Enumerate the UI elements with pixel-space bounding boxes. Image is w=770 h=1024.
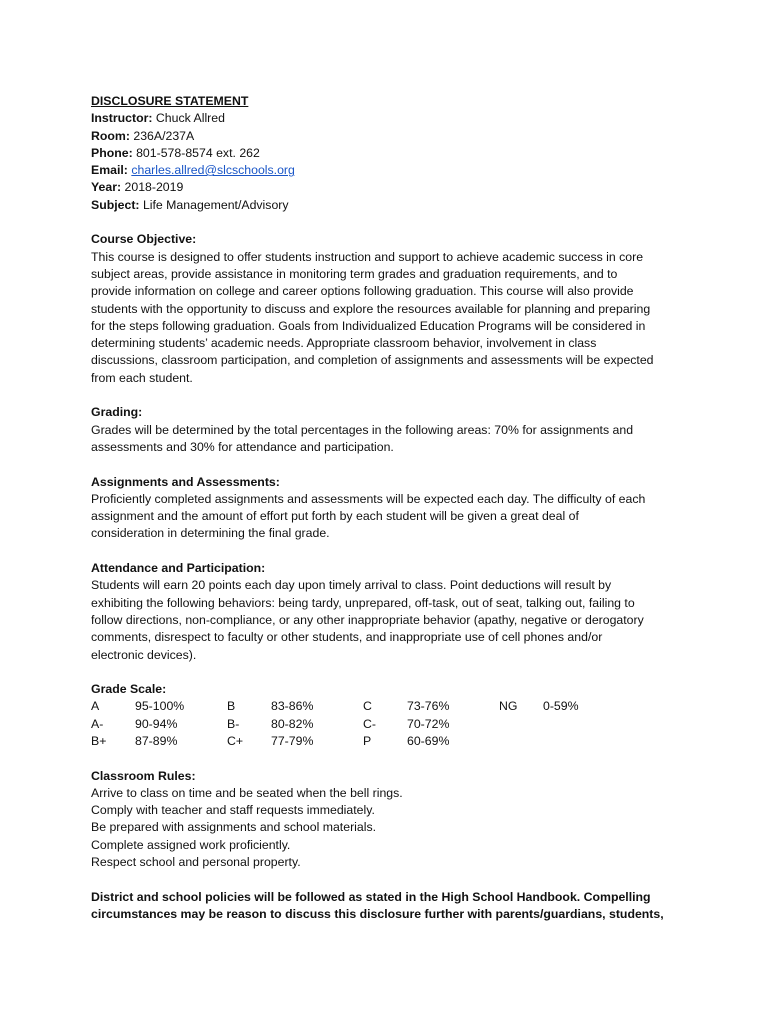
attendance-line: electronic devices). [91, 647, 197, 662]
email-label: Email: [91, 163, 128, 178]
grade-letter: A- [91, 716, 104, 731]
grade-scale-row [91, 733, 635, 750]
phone-field [91, 145, 691, 162]
assignments-line: assignment and the amount of effort put forth by each student will be given a great deal of [91, 509, 579, 524]
grade-scale-row [91, 698, 635, 715]
grading-line: Grades will be determined by the total percentages in the following areas: 70% for assignments and [91, 422, 634, 437]
grade-range: 87-89% [135, 733, 178, 748]
room-field [91, 128, 691, 145]
grading-section [91, 404, 691, 456]
course-objective-line: students with the opportunity to discuss and explore the resources available for planning and preparing [91, 301, 651, 316]
course-objective-title: Course Objective: [91, 232, 197, 247]
phone-label: Phone: [91, 145, 133, 160]
grade-letter: B [227, 699, 236, 714]
grade-letter: P [363, 733, 372, 748]
attendance-section [91, 560, 691, 664]
assignments-title: Assignments and Assessments: [91, 474, 280, 489]
attendance-line: follow directions, non-compliance, or any other inappropriate behavior (apathy, negative or derogatory [91, 612, 644, 627]
grade-scale-title: Grade Scale: [91, 682, 167, 697]
grade-range: 60-69% [407, 733, 450, 748]
closing-line: District and school policies will be followed as stated in the High School Handbook. Compelling [91, 889, 651, 904]
grade-letter: A [91, 699, 100, 714]
attendance-title: Attendance and Participation: [91, 561, 266, 576]
email-field [91, 162, 691, 179]
grade-range: 0-59% [543, 699, 579, 714]
instructor-label: Instructor: [91, 111, 153, 126]
course-objective-line: for the steps following graduation. Goals from Individualized Education Programs will be considered in [91, 318, 646, 333]
classroom-rule: Comply with teacher and staff requests immediately. [91, 803, 375, 818]
assignments-line: consideration in determining the final grade. [91, 526, 330, 541]
grade-range: 95-100% [135, 699, 185, 714]
grade-range: 73-76% [407, 699, 450, 714]
classroom-rules-section [91, 768, 691, 872]
course-objective-line: determining students’ academic needs. Appropriate classroom behavior, involvement in class [91, 336, 597, 351]
subject-label: Subject: [91, 197, 140, 212]
attendance-line: comments, disrespect to faculty or other students, and inappropriate use of cell phones and/or [91, 630, 603, 645]
grade-letter: C- [363, 716, 376, 731]
year-label: Year: [91, 180, 122, 195]
grade-range: 90-94% [135, 716, 178, 731]
email-link[interactable]: charles.allred@slcschools.org [131, 163, 295, 178]
grade-scale-section [91, 681, 691, 750]
assignments-section [91, 474, 691, 543]
assignments-line: Proficiently completed assignments and assessments will be expected each day. The difficulty of each [91, 491, 646, 506]
subject-field [91, 197, 691, 214]
grading-line: assessments and 30% for attendance and participation. [91, 439, 394, 454]
course-objective-line: provide information on college and career options following graduation. This course will also provide [91, 284, 634, 299]
course-objective-line: from each student. [91, 370, 193, 385]
grade-range: 77-79% [271, 733, 314, 748]
grade-letter: B- [227, 716, 240, 731]
disclosure-document [91, 93, 691, 923]
room-label: Room: [91, 128, 130, 143]
attendance-line: exhibiting the following behaviors: being tardy, unprepared, off-task, out of seat, talking out, failing to [91, 595, 635, 610]
closing-line: circumstances may be reason to discuss this disclosure further with parents/guardians, students, [91, 906, 664, 921]
classroom-rule: Arrive to class on time and be seated when the bell rings. [91, 785, 403, 800]
closing-statement [91, 889, 691, 924]
course-objective-section [91, 231, 691, 387]
grade-range: 70-72% [407, 716, 450, 731]
course-objective-line: subject areas, provide assistance in monitoring term grades and graduation requirements, and to [91, 266, 618, 281]
grade-scale-row [91, 716, 635, 733]
document-heading: DISCLOSURE STATEMENT [91, 94, 249, 108]
classroom-rule: Complete assigned work proficiently. [91, 837, 291, 852]
course-objective-line: discussions, classroom participation, and completion of assignments and assessments will be expected [91, 353, 654, 368]
grading-title: Grading: [91, 405, 143, 420]
phone-value: 801-578-8574 ext. 262 [136, 145, 260, 160]
year-value: 2018-2019 [124, 180, 184, 195]
room-value: 236A/237A [133, 128, 195, 143]
instructor-value: Chuck Allred [155, 111, 225, 126]
attendance-line: Students will earn 20 points each day upon timely arrival to class. Point deductions will result by [91, 578, 612, 593]
grade-letter: C+ [227, 733, 244, 748]
course-objective-line: This course is designed to offer students instruction and support to achieve academic success in core [91, 249, 644, 264]
year-field [91, 179, 691, 196]
grade-letter: C [363, 699, 372, 714]
grade-scale-table [91, 698, 635, 750]
classroom-rule: Respect school and personal property. [91, 855, 301, 870]
grade-letter: B+ [91, 733, 107, 748]
classroom-rule: Be prepared with assignments and school materials. [91, 820, 377, 835]
subject-value: Life Management/Advisory [142, 197, 289, 212]
grade-range: 83-86% [271, 699, 314, 714]
grade-letter: NG [499, 699, 518, 714]
grade-range: 80-82% [271, 716, 314, 731]
classroom-rules-title: Classroom Rules: [91, 768, 196, 783]
instructor-field [91, 110, 691, 127]
